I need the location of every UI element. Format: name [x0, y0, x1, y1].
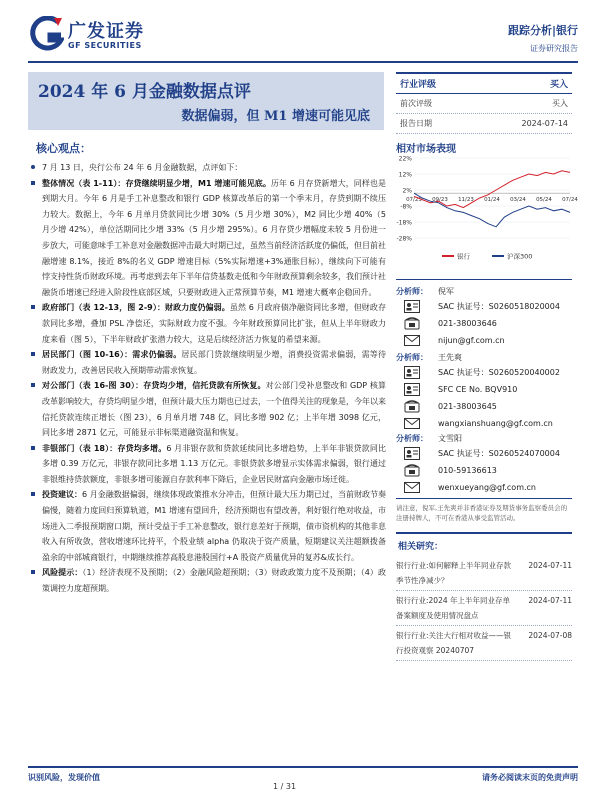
company-logo	[28, 14, 178, 54]
page-footer	[28, 766, 578, 791]
core-item-household	[30, 347, 386, 378]
chart-y-tick-label: 22%	[398, 155, 412, 163]
core-item-label: 风险提示：	[42, 568, 83, 578]
analyst-key: 分析师：	[396, 286, 428, 296]
chart-x-tick-label: 03/24	[510, 197, 526, 204]
analyst-name: 王先爽	[438, 352, 462, 362]
market-chart-heading: 相对市场表现	[396, 144, 456, 155]
id-card-icon	[404, 366, 420, 379]
related-item[interactable]	[396, 556, 572, 591]
bullet-square-icon	[31, 181, 35, 185]
related-research	[396, 532, 572, 661]
chart-y-tick-label: -18%	[396, 219, 412, 227]
rating-label: 行业评级	[400, 80, 437, 90]
rating-row-label: 前次评级	[400, 99, 432, 108]
chart-x-tick-label: 09/23	[432, 197, 448, 204]
bullet-square-icon	[31, 570, 35, 574]
analyst-email-row[interactable]	[396, 415, 572, 432]
disclaimer-note: 请注意，倪军,王先爽并非香港证券及期货事务监察委员会的注册持牌人，不可在香港从事受监管活动。	[396, 498, 572, 523]
core-item-intro	[30, 160, 386, 176]
bullet-square-icon	[31, 492, 35, 496]
core-heading: 核心观点：	[36, 142, 91, 155]
id-card-icon	[404, 447, 420, 460]
relative-performance-chart	[392, 152, 578, 268]
core-item-text: 对公部门受补息整改和 GDP 核算改革影响较大，存贷均明显少增，但预计最大压力期也已过去，一个值得关注的现象是，今年以来信托贷款连续正增长（图 23），6 月单月增 748 亿，同比多增 902 亿；上半年增 3098 亿元，同比多增 2871 亿元，可能显示非标渠道融资温和恢复。	[42, 381, 386, 438]
analyst-header	[396, 431, 572, 445]
title-banner	[28, 72, 384, 130]
report-header	[0, 0, 600, 72]
related-item-title[interactable]: 银行行业:2024 年上半年同业存单备案额度及使用情况盘点	[396, 596, 510, 620]
analyst-email-row[interactable]	[396, 479, 572, 496]
core-item-label: 对公部门（表 16-图 30）：存贷均少增，信托贷款有所恢复。	[42, 381, 266, 391]
analyst-phone: 010-59136613	[438, 466, 497, 475]
analyst-email[interactable]: wenxueyang@gf.com.cn	[438, 483, 536, 492]
phone-icon	[404, 317, 420, 330]
core-item-text: 虽然 6 月政府债净融资同比多增，但财政存款同比多增，叠加 PSL 净偿还，实际财政力度不强。今年财政预算同比扩张，但从上半年财政力度来看（图 5），下半年财政扩张潜力较大，这是后续经济活力恢复的希望来源。	[42, 303, 386, 344]
logo-cn-text: 广发证券	[68, 21, 144, 42]
analyst-header	[396, 284, 572, 298]
core-item-label: 投资建议：	[42, 490, 83, 500]
analyst-key: 分析师：	[396, 433, 428, 443]
footer-slogan: 识别风险，发现价值	[28, 773, 100, 782]
core-item-label: 居民部门（图 10-16）：需求仍偏弱。	[42, 350, 182, 360]
chart-y-tick-label: 12%	[398, 171, 412, 179]
analyst-sfc-row	[396, 381, 572, 398]
core-item-overall	[30, 176, 386, 301]
analyst-phone: 021-38003646	[438, 319, 497, 328]
chart-x-tick-label: 05/24	[536, 197, 552, 204]
analyst-phone-row	[396, 462, 572, 479]
bullet-square-icon	[31, 383, 35, 387]
related-item-title[interactable]: 银行行业:关注大行相对收益——银行投资观察 20240707	[396, 631, 512, 655]
report-category: 跟踪分析|银行	[507, 24, 578, 37]
related-heading: 相关研究：	[398, 542, 444, 552]
core-item-corporate	[30, 378, 386, 440]
core-item-text: 7 月 13 日，央行公布 24 年 6 月金融数据，点评如下：	[42, 163, 243, 172]
analyst-key: 分析师：	[396, 352, 428, 362]
analyst-card	[396, 431, 572, 496]
core-item-investment	[30, 487, 386, 565]
related-item-date: 2024-07-11	[528, 561, 572, 570]
chart-y-tick-label: 2%	[402, 187, 412, 195]
rating-header	[396, 72, 572, 94]
page-number: 1 / 31	[273, 782, 297, 791]
analyst-phone: 021-38003645	[438, 402, 497, 411]
footer-disclaimer-link[interactable]: 请务必阅读末页的免责声明	[482, 773, 578, 782]
chart-legend-label: 银行	[457, 252, 470, 261]
rating-value: 买入	[549, 80, 568, 90]
core-item-label: 整体情况（表 1-11）：存贷继续明显少增，M1 增速可能见底。	[42, 178, 271, 188]
chart-legend-label: 沪深300	[507, 252, 533, 261]
analyst-sfc: SFC CE No. BQV910	[438, 385, 518, 394]
related-item-date: 2024-07-11	[528, 596, 572, 605]
core-item-text: 6 月金融数据偏弱，继续体现政策推水分冲击，但预计最大压力期已过，当前财政节奏偏慢，随着力度回归预算轨道，M1 增速有望回升，经济预期也有望改善，利好银行绝对收益，市场进入二季报预期窗口期，预计受益于手工补息整改，银行息差好于预期，债市资机构的其他非息收入有所收敛，营收增速环比持平，个股业绩 alpha 仍取决于资产质量，短期建议关注超额拨备盈余的中部城商银行，中期继续推荐高股息港股国行+A 股资产质量优异的复苏&成长行。	[42, 490, 386, 562]
analyst-sac: SAC 执证号：S0260520040002	[438, 368, 560, 377]
header-divider	[28, 61, 578, 63]
analyst-sac-row	[396, 298, 572, 315]
rating-row	[396, 114, 572, 134]
gf-logo-icon	[28, 16, 64, 52]
report-subtitle: 数据偏弱，但 M1 增速可能见底	[181, 109, 370, 124]
chart-x-tick-label: 07/24	[562, 197, 578, 204]
core-item-label: 政府部门（表 12-13，图 2-9）：财政力度仍偏弱。	[42, 303, 230, 313]
analyst-sac-row	[396, 445, 572, 462]
email-icon	[404, 334, 420, 347]
related-item[interactable]	[396, 626, 572, 661]
analyst-sac: SAC 执证号：S0260524070004	[438, 449, 560, 458]
bullet-square-icon	[31, 352, 35, 356]
rating-table	[396, 72, 572, 134]
analyst-phone-row	[396, 315, 572, 332]
core-item-text: 历年 6 月存贷新增大，同样也是到期大月。今年 6 月是手工补息整改和银行 GDP 核算改革后的第一个季末月，存贷到期不续压力较大。数据上，今年 6 月单月贷款同比少增 30%（5 月少增 30%），M2 同比少增 40%（5 月少增 42%），单位活期同比少增 33%（5 月少增 295%）。6 月存贷少增幅度未较 5 月份进一步放大，可能意味手工补息对金融数据冲击最大时期已过，虽然当前经济活跃度仍偏低，但目前社融增速 8.1%，接近 8%的名义 GDP 增速目标（5%实际增速+3%通胀目标），继续向下可能有悖支持性货币财政环境。再考虑到去年下半年信贷基数走低和今年财政预算剩余较多，我们预计社融货币增速已经进入阶段性底部区域，只要财政进入正常预算节奏，M1 增速大概率企稳回升。	[42, 178, 386, 297]
rating-row-value: 2024-07-14	[521, 119, 568, 128]
rating-row	[396, 94, 572, 114]
phone-icon	[404, 464, 420, 477]
id-card-icon	[404, 383, 420, 396]
analyst-card	[396, 350, 572, 432]
core-view-body	[30, 160, 386, 597]
chart-y-tick-label: -8%	[400, 203, 412, 211]
id-card-icon	[404, 300, 420, 313]
phone-icon	[404, 400, 420, 413]
logo-en-text: GF SECURITIES	[68, 41, 142, 50]
analyst-sac: SAC 执证号：S0260518020004	[438, 302, 560, 311]
report-type: 证券研究报告	[530, 44, 578, 53]
core-item-nonbank	[30, 441, 386, 488]
analyst-card	[396, 284, 572, 349]
analyst-email-row[interactable]	[396, 332, 572, 349]
chart-x-tick-label: 01/24	[484, 197, 500, 204]
core-item-text: 居民部门贷款继续明显少增，消费投资需求偏弱，需等待财政发力，改善居民收入预期带动需求恢复。	[42, 350, 386, 375]
chart-x-tick-label: 11/23	[458, 197, 474, 204]
analyst-header	[396, 350, 572, 364]
bullet-dot-icon	[31, 165, 35, 169]
analyst-name: 倪军	[438, 286, 454, 296]
core-item-label: 非银部门（表 18）：存贷均多增。	[42, 443, 167, 453]
related-item-title[interactable]: 银行行业:如何解释上半年同业存款季节性净减少？	[396, 561, 512, 585]
report-title: 2024 年 6 月金融数据点评	[38, 82, 251, 102]
chart-divider	[396, 279, 572, 280]
analyst-email[interactable]: wangxianshuang@gf.com.cn	[438, 419, 553, 428]
core-item-government	[30, 300, 386, 347]
header-meta	[508, 22, 578, 54]
rating-row-label: 报告日期	[400, 119, 432, 128]
chart-y-tick-label: -28%	[396, 235, 412, 243]
chart-x-tick-label: 07/23	[406, 197, 422, 204]
related-item[interactable]	[396, 591, 572, 626]
core-item-text: （1）经济表现不及预期；（2）金融风险超预期；（3）财政政策力度不及预期；（4）政策调控力度超预期。	[42, 568, 386, 594]
analyst-name: 文雪阳	[438, 433, 462, 443]
rating-row-value: 买入	[552, 99, 568, 108]
core-item-text: 6 月非银存款和贷款延续同比多增趋势，上半年非银贷款同比多增 0.39 万亿元，非银存款同比多增 1.13 万亿元。非银贷款多增显示实体需求偏弱，银行通过非银维持贷款额度，非银多增可能源自存款利率下降后，企业居民财富向金融市场迁徙。	[42, 443, 386, 484]
analyst-phone-row	[396, 398, 572, 415]
email-icon	[404, 417, 420, 430]
core-item-risk	[30, 565, 386, 596]
analyst-sac-row	[396, 364, 572, 381]
related-item-date: 2024-07-08	[528, 631, 572, 640]
bullet-square-icon	[31, 446, 35, 450]
bullet-square-icon	[31, 305, 35, 309]
email-icon	[404, 481, 420, 494]
analyst-email[interactable]: nijun@gf.com.cn	[438, 336, 505, 345]
